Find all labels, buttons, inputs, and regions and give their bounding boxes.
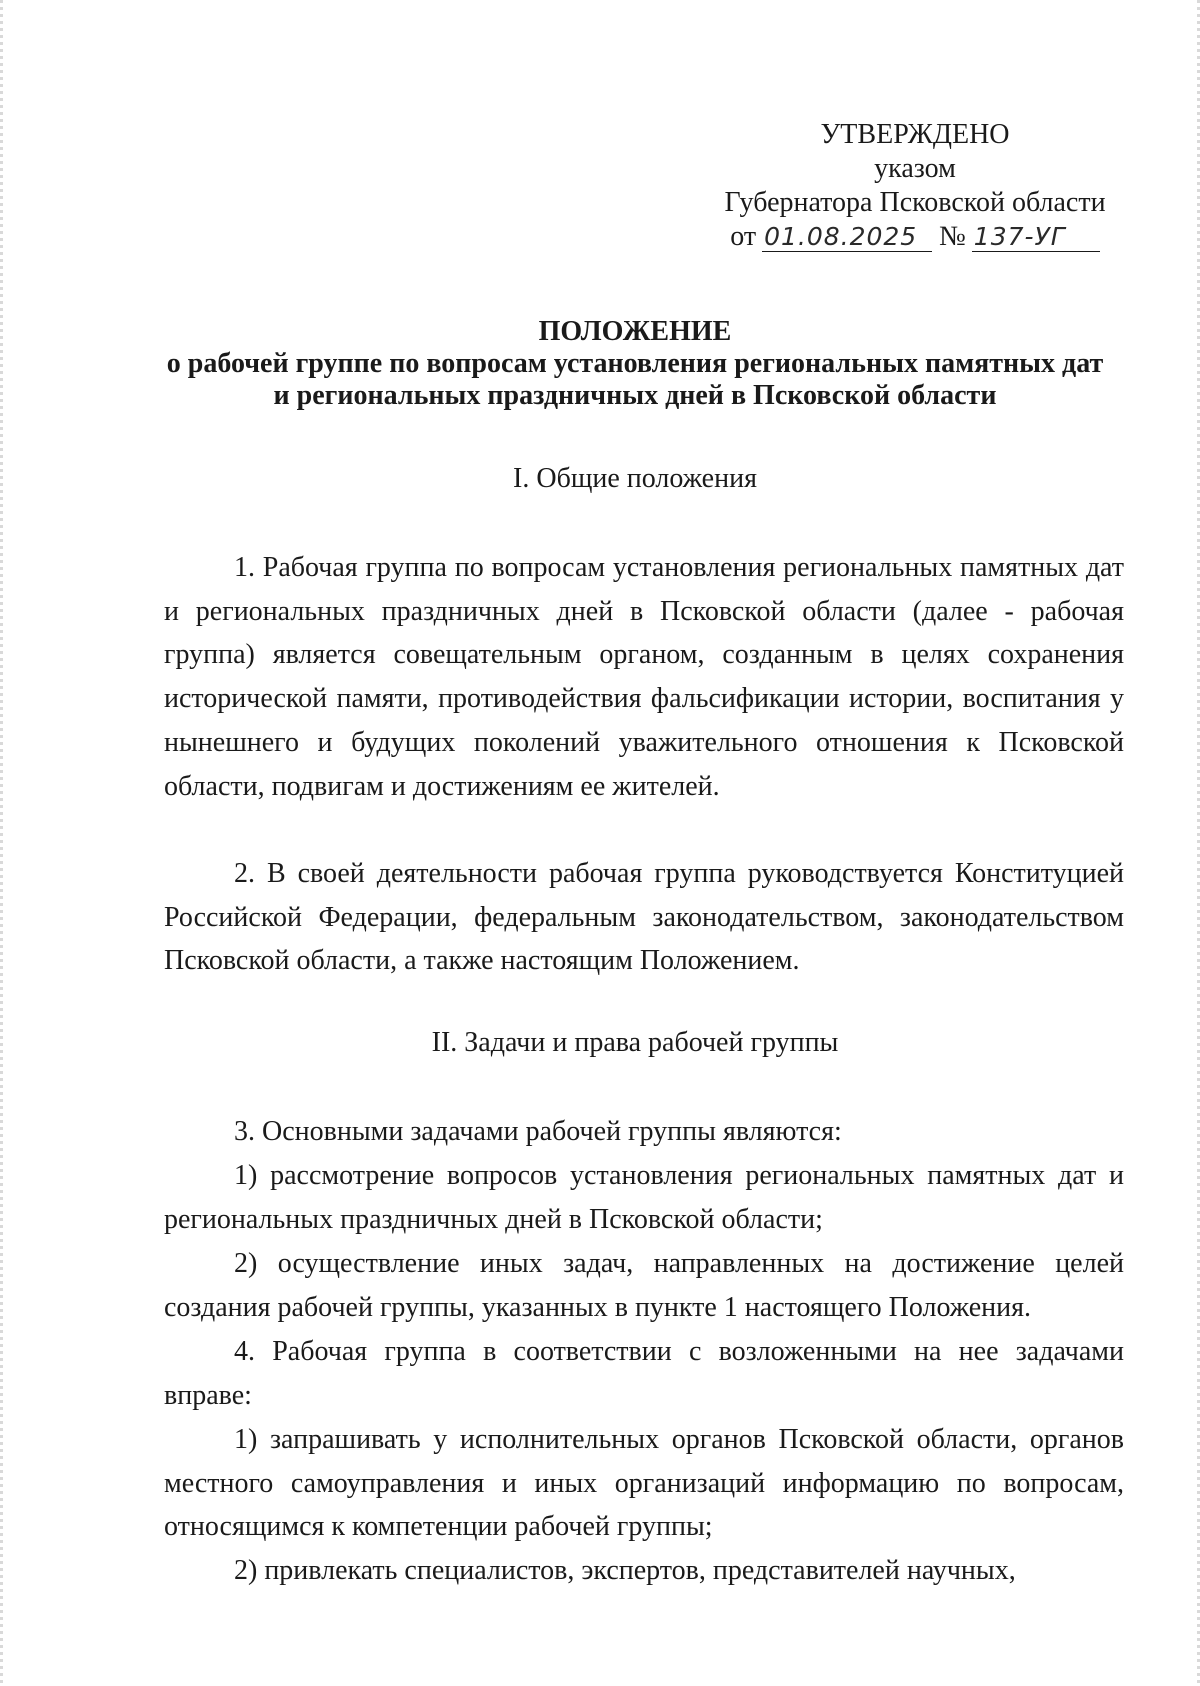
- handwritten-date: 01.08.2025: [764, 222, 918, 251]
- paragraph-2: 2. В своей деятельности рабочая группа руководствуется Конституцией Российской Федерации, федеральным законодательством, законодательством Псковской области, а также настоящим Положением.: [164, 858, 1124, 977]
- section-heading-tasks: II. Задачи и права рабочей группы: [431, 1027, 839, 1058]
- paragraph-1: 1. Рабочая группа по вопросам установления региональных памятных дат и региональных праздничных дней в Псковской области (далее - рабочая группа) является совещательным органом, созданным в целях сохранения исторической памяти, противодействия фальсификации истории, воспитания у нынешнего и будущих поколений уважительного отношения к Псковской области, подвигам и достижениям ее жителей.: [164, 552, 1124, 802]
- approval-date-number-line: [700, 220, 1130, 254]
- handwritten-number: 137-УГ: [973, 222, 1066, 251]
- scan-edge-left: [0, 0, 3, 1686]
- section-heading-general: I. Общие положения: [513, 463, 757, 494]
- approval-issuer: Губернатора Псковской области: [724, 187, 1106, 218]
- title-main: ПОЛОЖЕНИЕ: [538, 316, 732, 347]
- title-subtitle-line2: и региональных праздничных дней в Псковской области: [273, 380, 997, 411]
- date-prefix: от: [730, 221, 757, 252]
- number-sign: №: [939, 221, 966, 252]
- paragraph-3-item-1: 1) рассмотрение вопросов установления региональных памятных дат и региональных праздничных дней в Псковской области;: [164, 1160, 1124, 1235]
- number-blank: [972, 223, 1100, 252]
- approval-block: [700, 118, 1130, 254]
- approval-decree-word: указом: [874, 153, 956, 184]
- paragraph-4-item-1: 1) запрашивать у исполнительных органов Псковской области, органов местного самоуправления и иных организаций информацию по вопросам, относящимся к компетенции рабочей группы;: [164, 1424, 1124, 1543]
- paragraph-3-item-2: 2) осуществление иных задач, направленных на достижение целей создания рабочей группы, указанных в пункте 1 настоящего Положения.: [164, 1248, 1124, 1323]
- title-subtitle-line1: о рабочей группе по вопросам установления региональных памятных дат: [166, 348, 1104, 379]
- approval-heading: УТВЕРЖДЕНО: [820, 119, 1010, 150]
- document-title: [150, 316, 1120, 412]
- paragraph-4-item-2: 2) привлекать специалистов, экспертов, представителей научных,: [234, 1555, 1016, 1586]
- paragraph-3: 3. Основными задачами рабочей группы являются:: [234, 1116, 842, 1147]
- date-blank: [762, 223, 932, 252]
- paragraph-4: 4. Рабочая группа в соответствии с возложенными на нее задачами вправе:: [164, 1336, 1124, 1411]
